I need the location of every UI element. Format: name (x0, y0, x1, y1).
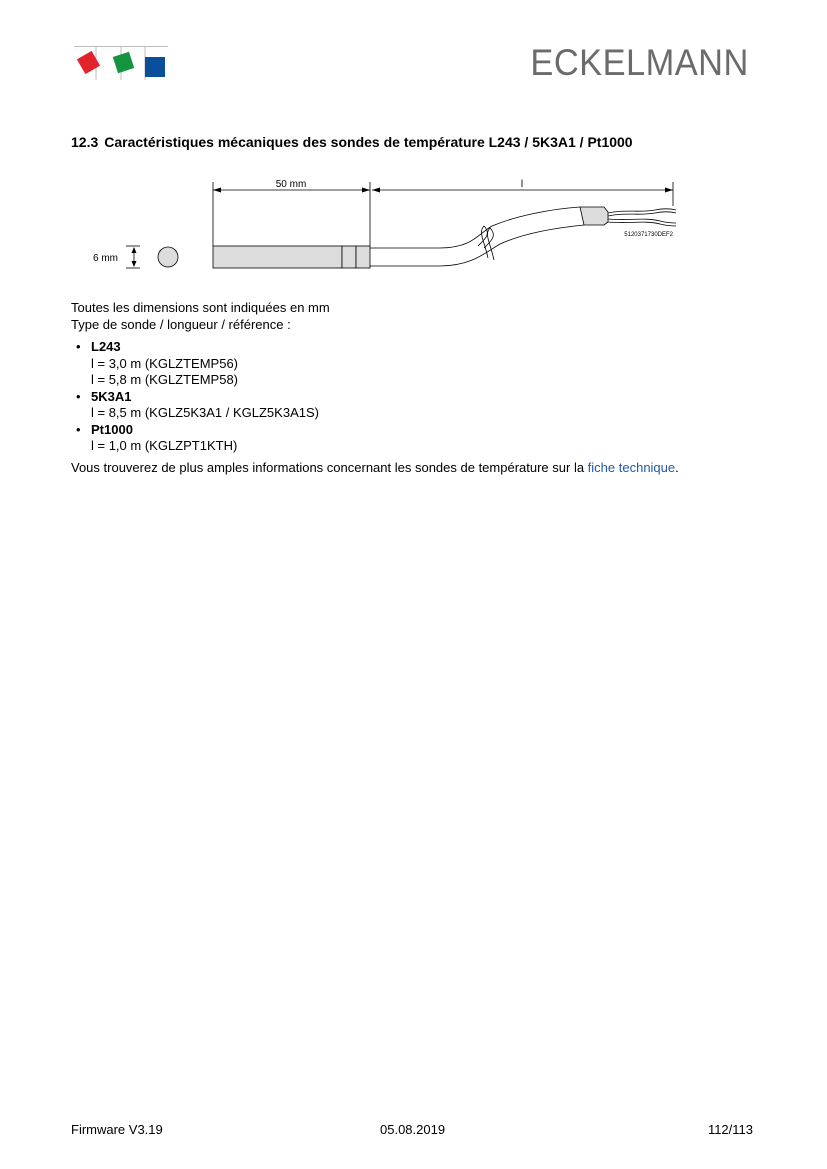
probe-spec: l = 1,0 m (KGLZPT1KTH) (91, 438, 238, 453)
more-info-text (71, 460, 761, 477)
dim-50-label: 50 mm (275, 179, 307, 190)
probe-sleeve (213, 246, 342, 268)
dimensions-note: Toutes les dimensions sont indiquées en mm (71, 300, 330, 315)
logo-blue-square (145, 57, 165, 77)
footer-page-number: 112/113 (707, 1122, 753, 1137)
section-title: Caractéristiques mécaniques des sondes de température L243 / 5K3A1 / Pt1000 (104, 134, 633, 150)
probe-name: • L243 (91, 339, 121, 354)
more-info-prefix: Vous trouverez de plus amples informations concernant les sondes de température sur la (71, 459, 588, 475)
probe-spec: l = 3,0 m (KGLZTEMP56) (91, 355, 239, 371)
probe-item-5k3a1 (71, 389, 761, 422)
probe-name: • 5K3A1 (91, 388, 132, 404)
probe-spec: l = 8,5 m (KGLZ5K3A1 / KGLZ5K3A1S) (91, 405, 319, 420)
datasheet-link[interactable]: fiche technique (587, 459, 676, 475)
section-heading (71, 134, 633, 150)
probe-collar-2 (356, 246, 370, 268)
content (71, 300, 761, 476)
footer-firmware: Firmware V3.19 (71, 1122, 163, 1137)
more-info-suffix: . (675, 459, 679, 475)
probe-name: • Pt1000 (91, 421, 133, 437)
probe-item-pt1000 (71, 422, 761, 455)
dim-6-label: 6 mm (93, 253, 118, 264)
cable-shrink-sleeve (580, 207, 608, 225)
logo-green-square (113, 52, 134, 73)
probe-wires (608, 209, 676, 226)
section-number: 12.3 (71, 134, 99, 150)
probe-item-l243 (71, 339, 761, 389)
brand-name: ECKELMANN (530, 42, 749, 83)
probe-collar-1 (342, 246, 356, 268)
dim-l-label: l (520, 179, 524, 190)
probe-type-intro: Type de sonde / longueur / référence : (71, 316, 291, 332)
probe-spec: l = 5,8 m (KGLZTEMP58) (91, 372, 239, 387)
logo-red-square (77, 51, 100, 74)
probe-end-view (158, 247, 178, 267)
drawing-reference: 5120371730DEF2 (624, 232, 673, 238)
probe-cable (370, 207, 584, 266)
probe-list (71, 339, 761, 455)
footer-date: 05.08.2019 (380, 1122, 446, 1137)
probe-dimension-drawing (80, 176, 690, 276)
eckelmann-logo (74, 46, 168, 80)
